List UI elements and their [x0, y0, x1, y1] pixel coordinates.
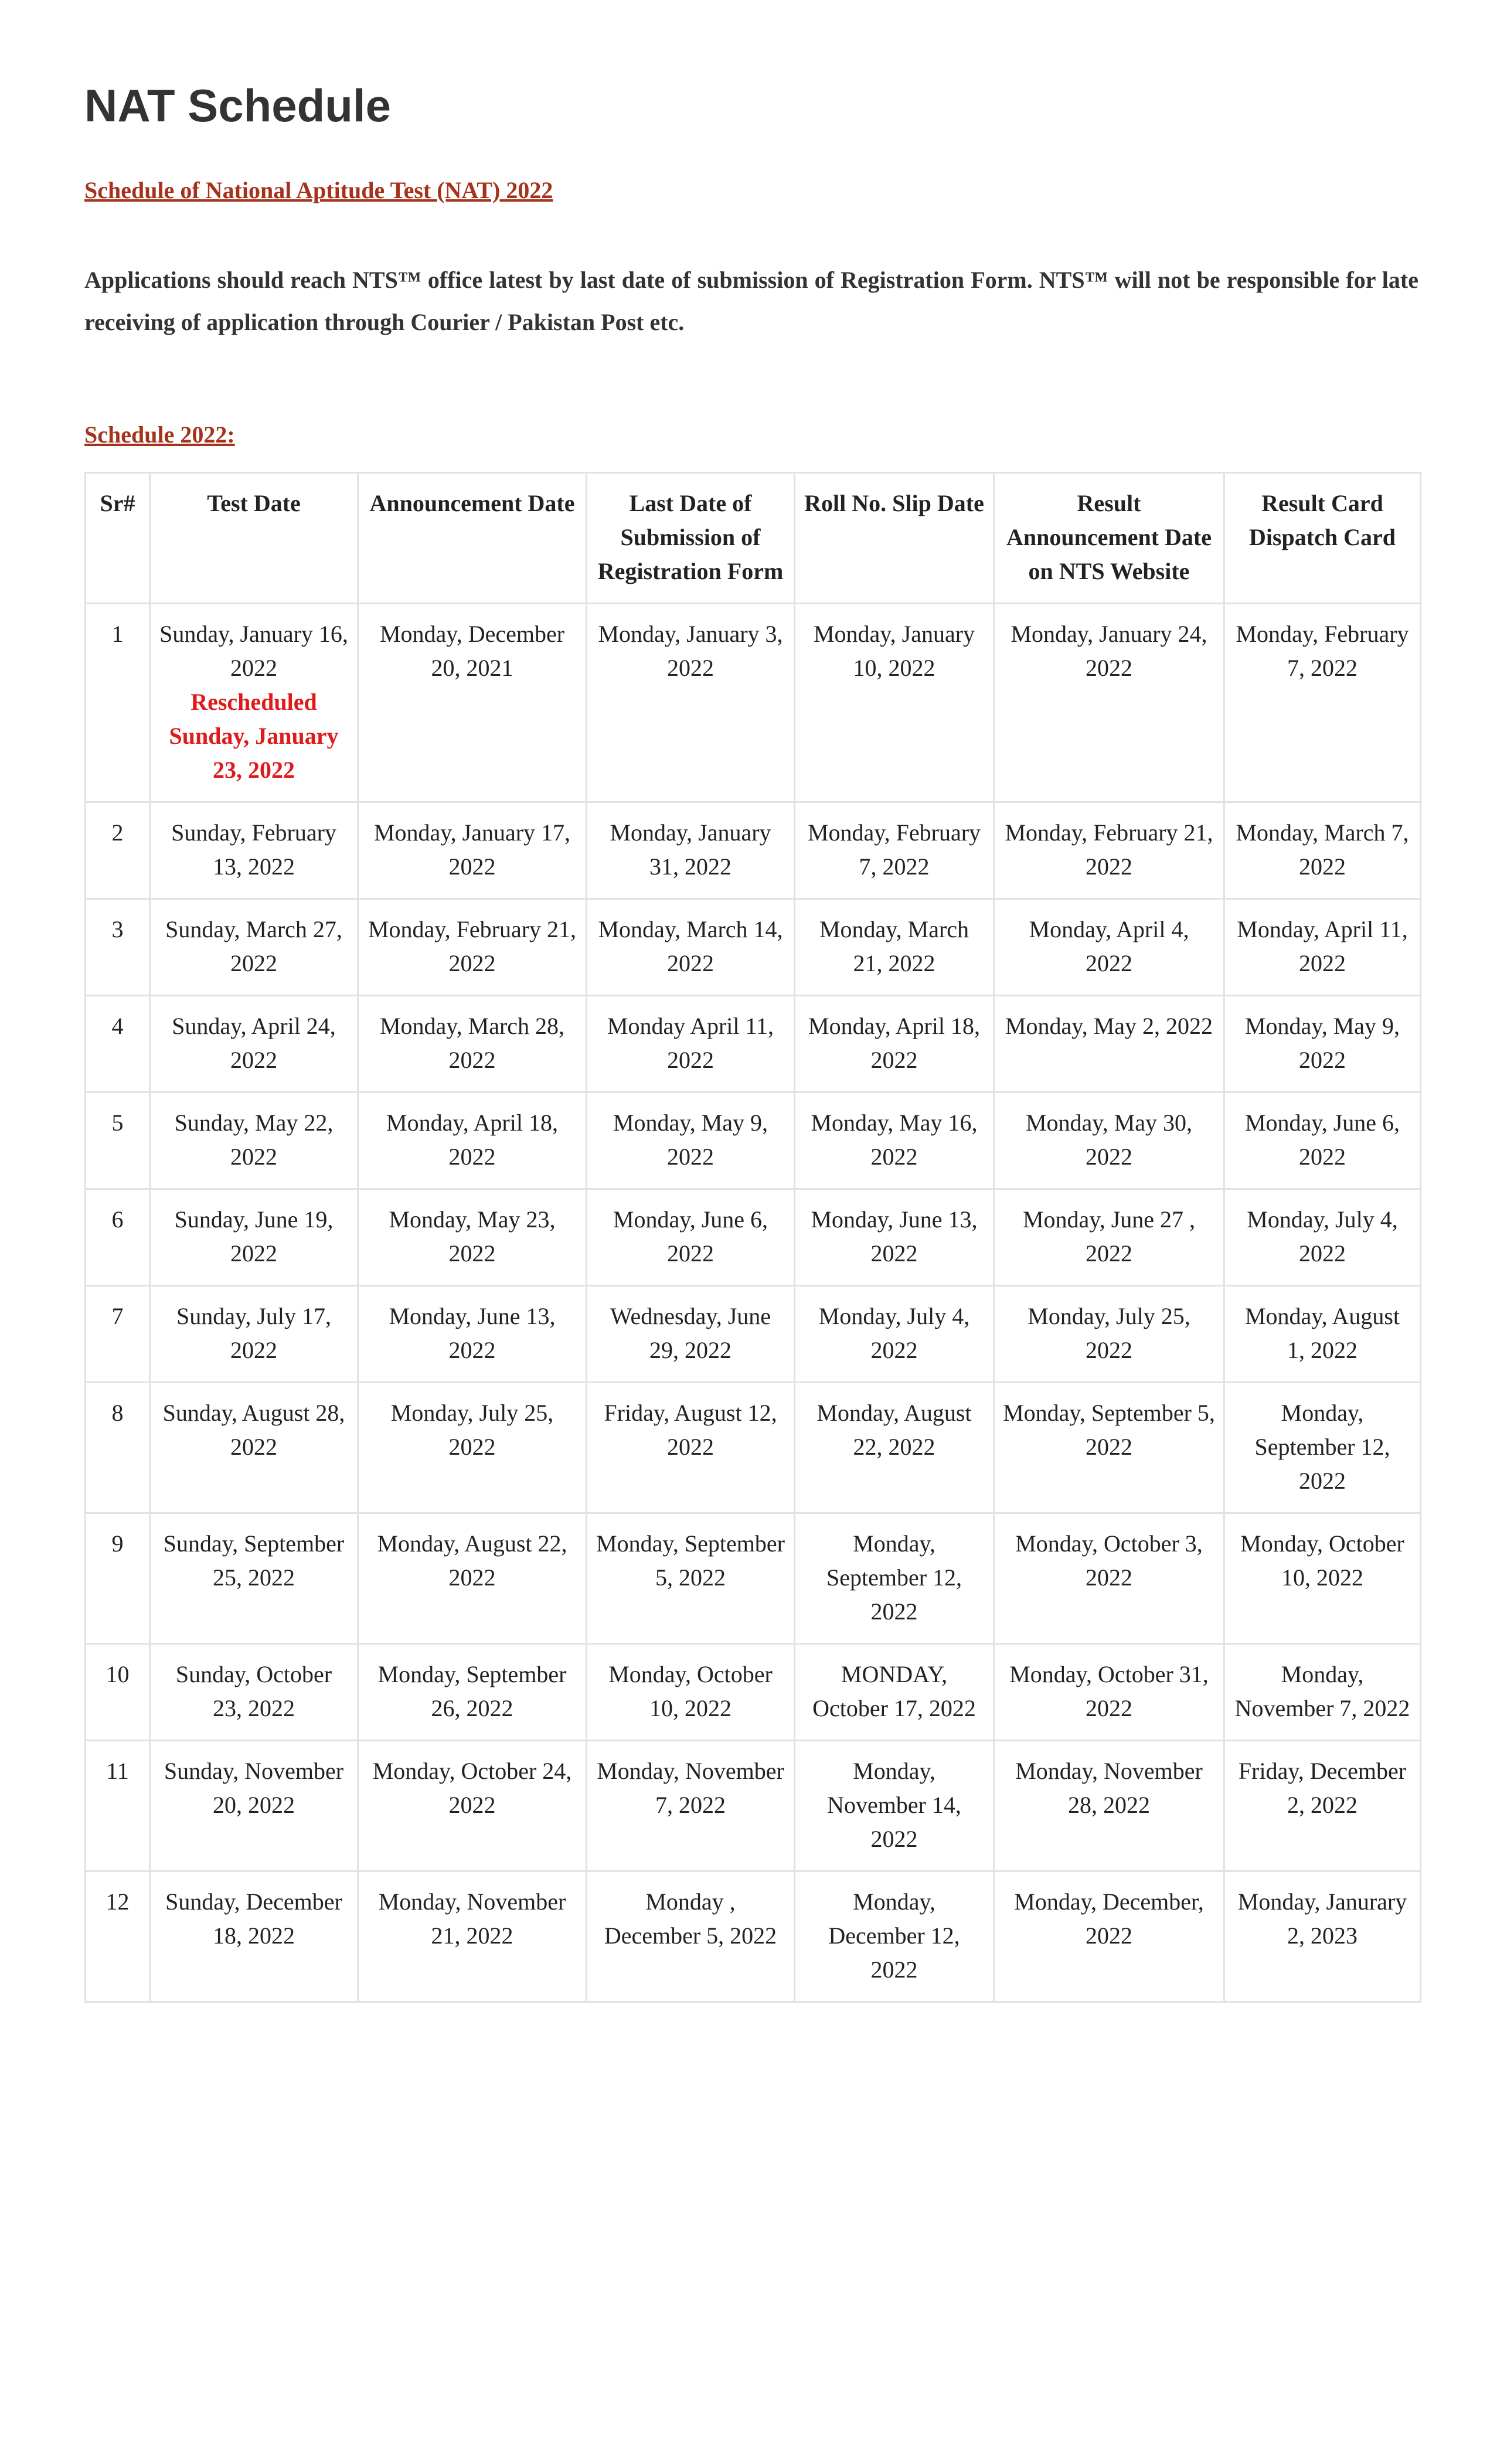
table-row: [86, 1741, 1421, 1871]
cell-roll-slip: Monday, May 16, 2022: [795, 1093, 994, 1189]
cell-result: Monday, June 27 , 2022: [994, 1189, 1224, 1286]
rescheduled-note: Rescheduled Sunday, January 23, 2022: [169, 689, 339, 783]
header-last-date: Last Date of Submission of Registration Form: [587, 473, 795, 604]
table-row: [86, 899, 1421, 996]
table-row: [86, 1871, 1421, 2002]
cell-roll-slip: Monday, February 7, 2022: [795, 802, 994, 899]
cell-test-date: Sunday, May 22, 2022: [150, 1093, 358, 1189]
cell-test-date: Sunday, October 23, 2022: [150, 1644, 358, 1741]
cell-test-date: Sunday, November 20, 2022: [150, 1741, 358, 1871]
cell-test-date: Sunday, February 13, 2022: [150, 802, 358, 899]
cell-announcement: Monday, May 23, 2022: [358, 1189, 587, 1286]
cell-dispatch: Monday, March 7, 2022: [1224, 802, 1421, 899]
cell-roll-slip: Monday, April 18, 2022: [795, 996, 994, 1093]
cell-announcement: Monday, March 28, 2022: [358, 996, 587, 1093]
table-row: [86, 802, 1421, 899]
cell-result: Monday, April 4, 2022: [994, 899, 1224, 996]
cell-test-date: [150, 604, 358, 802]
cell-announcement: Monday, September 26, 2022: [358, 1644, 587, 1741]
cell-sr: 9: [86, 1513, 150, 1644]
cell-dispatch: Monday, August 1, 2022: [1224, 1286, 1421, 1383]
table-row: [86, 1286, 1421, 1383]
cell-result: Monday, September 5, 2022: [994, 1383, 1224, 1513]
cell-last-date: Monday, June 6, 2022: [587, 1189, 795, 1286]
cell-result: Monday, December, 2022: [994, 1871, 1224, 2002]
cell-result: Monday, May 30, 2022: [994, 1093, 1224, 1189]
cell-roll-slip: Monday, August 22, 2022: [795, 1383, 994, 1513]
cell-test-date: Sunday, August 28, 2022: [150, 1383, 358, 1513]
cell-roll-slip: Monday, July 4, 2022: [795, 1286, 994, 1383]
cell-roll-slip: Monday, December 12, 2022: [795, 1871, 994, 2002]
cell-last-date: Monday, May 9, 2022: [587, 1093, 795, 1189]
cell-last-date: Monday, September 5, 2022: [587, 1513, 795, 1644]
cell-sr: 3: [86, 899, 150, 996]
cell-sr: 11: [86, 1741, 150, 1871]
cell-last-date: Monday, October 10, 2022: [587, 1644, 795, 1741]
cell-announcement: Monday, December 20, 2021: [358, 604, 587, 802]
table-row: [86, 996, 1421, 1093]
cell-test-date: Sunday, April 24, 2022: [150, 996, 358, 1093]
cell-last-date: Monday, November 7, 2022: [587, 1741, 795, 1871]
cell-test-date: Sunday, June 19, 2022: [150, 1189, 358, 1286]
cell-sr: 10: [86, 1644, 150, 1741]
page-title: NAT Schedule: [84, 80, 391, 131]
cell-announcement: Monday, April 18, 2022: [358, 1093, 587, 1189]
cell-announcement: Monday, October 24, 2022: [358, 1741, 587, 1871]
cell-sr: 6: [86, 1189, 150, 1286]
table-row: [86, 1644, 1421, 1741]
cell-announcement: Monday, January 17, 2022: [358, 802, 587, 899]
application-notice: Applications should reach NTS™ office latest by last date of submission of Registration Form. NTS™ will not be responsible for late receiving of application through Courier / Pakistan Post etc.: [84, 267, 1418, 335]
cell-dispatch: Monday, Janurary 2, 2023: [1224, 1871, 1421, 2002]
cell-result: Monday, May 2, 2022: [994, 996, 1224, 1093]
cell-announcement: Monday, November 21, 2022: [358, 1871, 587, 2002]
cell-sr: 2: [86, 802, 150, 899]
cell-result: Monday, January 24, 2022: [994, 604, 1224, 802]
cell-dispatch: Monday, February 7, 2022: [1224, 604, 1421, 802]
cell-sr: 5: [86, 1093, 150, 1189]
cell-last-date: Friday, August 12, 2022: [587, 1383, 795, 1513]
page-content: [84, 76, 1418, 1983]
cell-last-date: Monday, January 3, 2022: [587, 604, 795, 802]
cell-roll-slip: Monday, June 13, 2022: [795, 1189, 994, 1286]
cell-roll-slip: Monday, September 12, 2022: [795, 1513, 994, 1644]
cell-test-date: Sunday, December 18, 2022: [150, 1871, 358, 2002]
table-row: [86, 1383, 1421, 1513]
cell-last-date: Monday , December 5, 2022: [587, 1871, 795, 2002]
cell-announcement: Monday, February 21, 2022: [358, 899, 587, 996]
cell-result: Monday, October 31, 2022: [994, 1644, 1224, 1741]
cell-sr: 8: [86, 1383, 150, 1513]
cell-sr: 4: [86, 996, 150, 1093]
cell-dispatch: Monday, November 7, 2022: [1224, 1644, 1421, 1741]
cell-dispatch: Monday, September 12, 2022: [1224, 1383, 1421, 1513]
cell-result: Monday, October 3, 2022: [994, 1513, 1224, 1644]
cell-last-date: Monday, January 31, 2022: [587, 802, 795, 899]
schedule-2022-link[interactable]: Schedule 2022:: [84, 421, 235, 448]
header-dispatch-card: Result Card Dispatch Card: [1224, 473, 1421, 604]
cell-test-date: Sunday, July 17, 2022: [150, 1286, 358, 1383]
cell-dispatch: Monday, April 11, 2022: [1224, 899, 1421, 996]
cell-test-date: Sunday, March 27, 2022: [150, 899, 358, 996]
cell-test-date: Sunday, September 25, 2022: [150, 1513, 358, 1644]
cell-roll-slip: MONDAY, October 17, 2022: [795, 1644, 994, 1741]
cell-roll-slip: Monday, January 10, 2022: [795, 604, 994, 802]
cell-sr: 7: [86, 1286, 150, 1383]
table-row: [86, 604, 1421, 802]
cell-roll-slip: Monday, November 14, 2022: [795, 1741, 994, 1871]
cell-dispatch: Monday, June 6, 2022: [1224, 1093, 1421, 1189]
cell-roll-slip: Monday, March 21, 2022: [795, 899, 994, 996]
cell-dispatch: Friday, December 2, 2022: [1224, 1741, 1421, 1871]
cell-announcement: Monday, July 25, 2022: [358, 1383, 587, 1513]
header-sr: Sr#: [86, 473, 150, 604]
cell-last-date: Monday, March 14, 2022: [587, 899, 795, 996]
cell-result: Monday, February 21, 2022: [994, 802, 1224, 899]
header-roll-slip-date: Roll No. Slip Date: [795, 473, 994, 604]
nat-schedule-link[interactable]: Schedule of National Aptitude Test (NAT) 2022: [84, 177, 553, 203]
header-result-date: Result Announcement Date on NTS Website: [994, 473, 1224, 604]
test-date-text: Sunday, January 16, 2022: [159, 621, 348, 681]
table-row: [86, 1189, 1421, 1286]
table-row: [86, 1093, 1421, 1189]
cell-dispatch: Monday, May 9, 2022: [1224, 996, 1421, 1093]
cell-announcement: Monday, August 22, 2022: [358, 1513, 587, 1644]
cell-result: Monday, November 28, 2022: [994, 1741, 1224, 1871]
header-test-date: Test Date: [150, 473, 358, 604]
cell-dispatch: Monday, July 4, 2022: [1224, 1189, 1421, 1286]
cell-dispatch: Monday, October 10, 2022: [1224, 1513, 1421, 1644]
table-header-row: [86, 473, 1421, 604]
cell-sr: 1: [86, 604, 150, 802]
header-announcement-date: Announcement Date: [358, 473, 587, 604]
cell-result: Monday, July 25, 2022: [994, 1286, 1224, 1383]
cell-last-date: Monday April 11, 2022: [587, 996, 795, 1093]
cell-sr: 12: [86, 1871, 150, 2002]
cell-announcement: Monday, June 13, 2022: [358, 1286, 587, 1383]
cell-last-date: Wednesday, June 29, 2022: [587, 1286, 795, 1383]
table-row: [86, 1513, 1421, 1644]
schedule-table: [84, 472, 1421, 2003]
